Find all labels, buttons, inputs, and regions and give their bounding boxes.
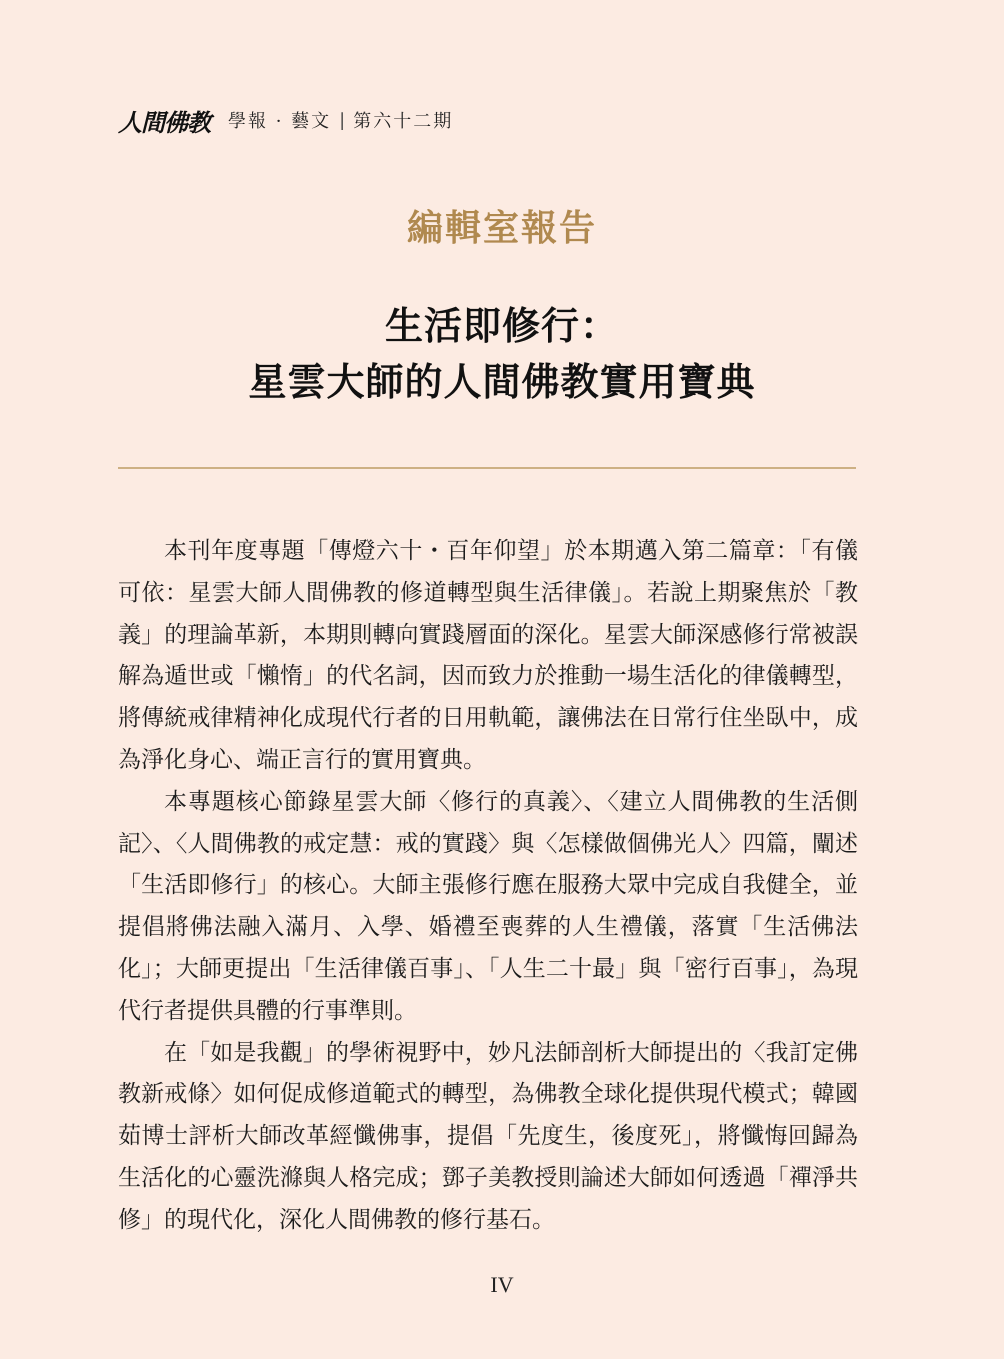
paragraph-1: 本刊年度專題「傳燈六十・百年仰望」於本期邁入第二篇章：「有儀可依：星雲大師人間佛教的修道轉型與生活律儀」。若說上期聚焦於「教義」的理論革新，本期則轉向實踐層面的深化。星雲大師深感修行常被誤解為遁世或「懶惰」的代名詞，因而致力於推動一場生活化的律儀轉型，將傳統戒律精神化成現代行者的日用軌範，讓佛法在日常行住坐臥中，成為淨化身心、端正言行的實用寶典。 — [118, 538, 858, 773]
journal-logo: 人間佛教 — [118, 107, 210, 137]
paragraph-3: 在「如是我觀」的學術視野中，妙凡法師剖析大師提出的〈我訂定佛教新戒條〉如何促成修道範式的轉型，為佛教全球化提供現代模式；韓國茹博士評析大師改革經懺佛事，提倡「先度生，後度死」，將懺悔回歸為生活化的心靈洗滌與人格完成；鄧子美教授則論述大師如何透過「禪淨共修」的現代化，深化人間佛教的修行基石。 — [118, 1039, 858, 1233]
article-body — [118, 531, 858, 1242]
page-number: IV — [490, 1272, 514, 1297]
article-title-line-1: 生活即修行： — [384, 303, 619, 348]
section-title: 編輯室報告 — [406, 207, 597, 249]
article-title-line-2: 星雲大師的人間佛教實用寶典 — [248, 359, 756, 404]
journal-name: 學報 · 藝文 — [228, 111, 332, 132]
header-separator: | — [339, 109, 346, 131]
article-title — [0, 298, 1004, 410]
issue-number: 第六十二期 — [353, 111, 454, 132]
running-header — [118, 104, 453, 136]
title-divider — [118, 467, 856, 469]
paragraph-2: 本專題核心節錄星雲大師〈修行的真義〉、〈建立人間佛教的生活側記〉、〈人間佛教的戒定慧：戒的實踐〉與〈怎樣做個佛光人〉四篇，闡述「生活即修行」的核心。大師主張修行應在服務大眾中完成自我健全，並提倡將佛法融入滿月、入學、婚禮至喪葬的人生禮儀，落實「生活佛法化」；大師更提出「生活律儀百事」、「人生二十最」與「密行百事」，為現代行者提供具體的行事準則。 — [118, 788, 858, 1024]
